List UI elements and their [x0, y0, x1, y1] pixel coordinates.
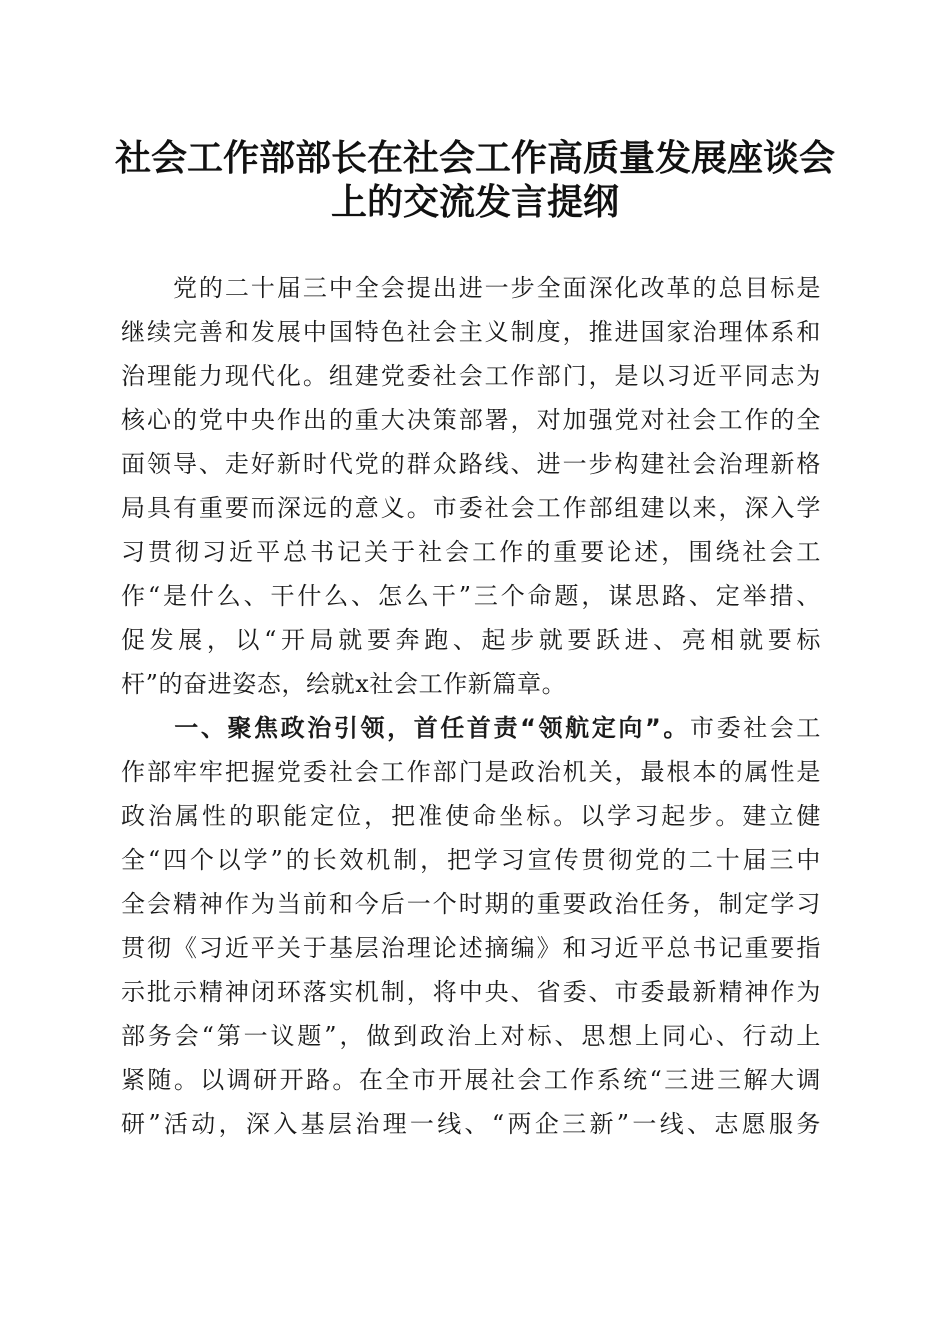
section-1-heading: 一、聚焦政治引领，首任首责“领航定向”。 — [121, 714, 690, 742]
text-line: 全会精神作为当前和今后一个时期的重要政治任务，制定学习 — [121, 890, 821, 918]
text-line: 紧随。以调研开路。在全市开展社会工作系统“三进三解大调 — [121, 1066, 821, 1094]
text-line: 杆”的奋进姿态，绘就x社会工作新篇章。 — [121, 670, 567, 698]
intro-paragraph — [121, 266, 821, 706]
text-line: 全“四个以学”的长效机制，把学习宣传贯彻党的二十届三中 — [121, 846, 821, 874]
text-line: 作部牢牢把握党委社会工作部门是政治机关，最根本的属性是 — [121, 758, 821, 786]
text-line: 部务会“第一议题”，做到政治上对标、思想上同心、行动上 — [121, 1022, 821, 1050]
title-line-2: 上的交流发言提纲 — [330, 181, 619, 223]
document-title — [100, 136, 850, 224]
section-1-first-line-text: 市委社会工 — [689, 714, 822, 742]
text-line: 治理能力现代化。组建党委社会工作部门，是以习近平同志为 — [121, 362, 821, 390]
text-line: 面领导、走好新时代党的群众路线、进一步构建社会治理新格 — [121, 450, 821, 478]
text-line: 政治属性的职能定位，把准使命坐标。以学习起步。建立健 — [121, 802, 821, 830]
section-1-first-line — [121, 706, 821, 750]
text-line: 贯彻《习近平关于基层治理论述摘编》和习近平总书记重要指 — [121, 934, 821, 962]
document-body — [121, 266, 821, 1146]
text-line: 作“是什么、干什么、怎么干”三个命题，谋思路、定举措、 — [121, 582, 821, 610]
text-line: 局具有重要而深远的意义。市委社会工作部组建以来，深入学 — [121, 494, 821, 522]
section-1-paragraph — [121, 706, 821, 1146]
text-line: 研”活动，深入基层治理一线、“两企三新”一线、志愿服务 — [121, 1110, 821, 1138]
text-line: 促发展，以“开局就要奔跑、起步就要跃进、亮相就要标 — [121, 626, 821, 654]
text-line: 党的二十届三中全会提出进一步全面深化改革的总目标是 — [121, 274, 821, 302]
text-line: 习贯彻习近平总书记关于社会工作的重要论述，围绕社会工 — [121, 538, 821, 566]
text-line: 示批示精神闭环落实机制，将中央、省委、市委最新精神作为 — [121, 978, 821, 1006]
text-line: 继续完善和发展中国特色社会主义制度，推进国家治理体系和 — [121, 318, 821, 346]
title-line-1: 社会工作部部长在社会工作高质量发展座谈会 — [114, 137, 835, 179]
text-line: 核心的党中央作出的重大决策部署，对加强党对社会工作的全 — [121, 406, 821, 434]
